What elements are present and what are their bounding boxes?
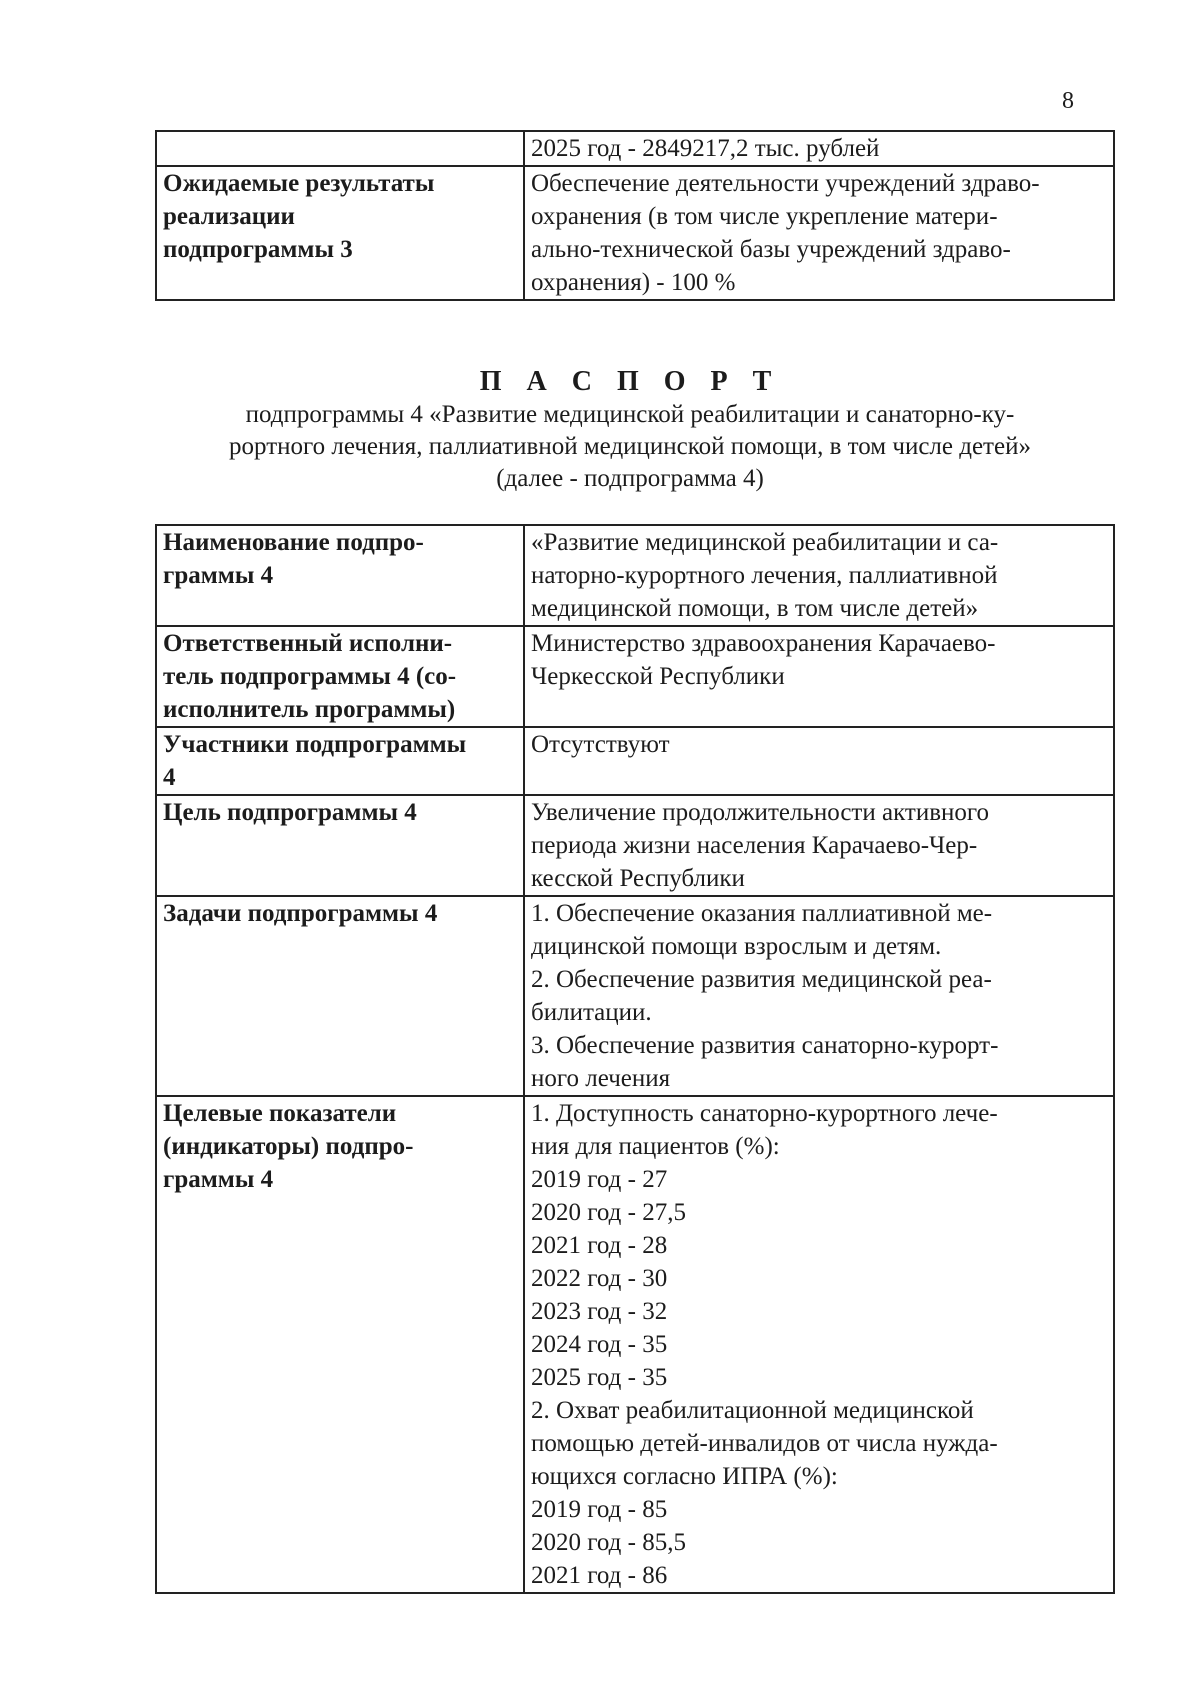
row-value: 1. Обеспечение оказания паллиативной ме- дицинской помощи взрослым и детям. 2. Обеспечение развития медицинской реа- билитации. 3. Обеспечение развития санаторно-курорт- ного лечения xyxy=(524,896,1114,1096)
passport-subtitle: подпрограммы 4 «Развитие медицинской реабилитации и санаторно-ку- рортного лечения, паллиативной медицинской помощи, в том числе детей» (далее - подпрограмма 4) xyxy=(229,401,1031,492)
row-value: Отсутствуют xyxy=(524,727,1114,795)
row-label: Задачи подпрограммы 4 xyxy=(156,896,524,1096)
row-value: Министерство здравоохранения Карачаево- Черкесской Республики xyxy=(524,626,1114,727)
row-label: Ответственный исполни- тель подпрограммы 4 (со- исполнитель программы) xyxy=(156,626,524,727)
table-row xyxy=(156,896,1114,1096)
passport-heading xyxy=(0,365,1200,495)
row-label: Целевые показатели (индикаторы) подпро- граммы 4 xyxy=(156,1096,524,1593)
table-row xyxy=(156,626,1114,727)
table-row xyxy=(156,525,1114,626)
row-label: Цель подпрограммы 4 xyxy=(156,795,524,896)
table-row xyxy=(156,166,1114,300)
row-label: Ожидаемые результаты реализации подпрограммы 3 xyxy=(156,166,524,300)
row-label: Участники подпрограммы 4 xyxy=(156,727,524,795)
page-number: 8 xyxy=(1062,88,1074,114)
row-value: Обеспечение деятельности учреждений здраво- охранения (в том числе укрепление матери- ально-технической базы учреждений здраво- охранения) - 100 % xyxy=(524,166,1114,300)
row-value: Увеличение продолжительности активного периода жизни населения Карачаево-Чер- кесской Республики xyxy=(524,795,1114,896)
table-row xyxy=(156,1096,1114,1593)
funding-results-table xyxy=(155,130,1115,301)
passport-table xyxy=(155,524,1115,1594)
row-value: 2025 год - 2849217,2 тыс. рублей xyxy=(524,131,1114,166)
row-value: «Развитие медицинской реабилитации и са- наторно-курортного лечения, паллиативной медицинской помощи, в том числе детей» xyxy=(524,525,1114,626)
row-value: 1. Доступность санаторно-курортного лече- ния для пациентов (%): 2019 год - 27 2020 год - 27,5 2021 год - 28 2022 год - 30 2023 год - 32 2024 год - 35 2025 год - 35 2. Охват реабилитационной медицинской помощью детей-инвалидов от числа нужда- ющихся согласно ИПРА (%): 2019 год - 85 2020 год - 85,5 2021 год - 86 xyxy=(524,1096,1114,1593)
table-row xyxy=(156,727,1114,795)
table-row xyxy=(156,131,1114,166)
row-label xyxy=(156,131,524,166)
passport-title: П А С П О Р Т xyxy=(479,366,781,397)
table-row xyxy=(156,795,1114,896)
row-label: Наименование подпро- граммы 4 xyxy=(156,525,524,626)
